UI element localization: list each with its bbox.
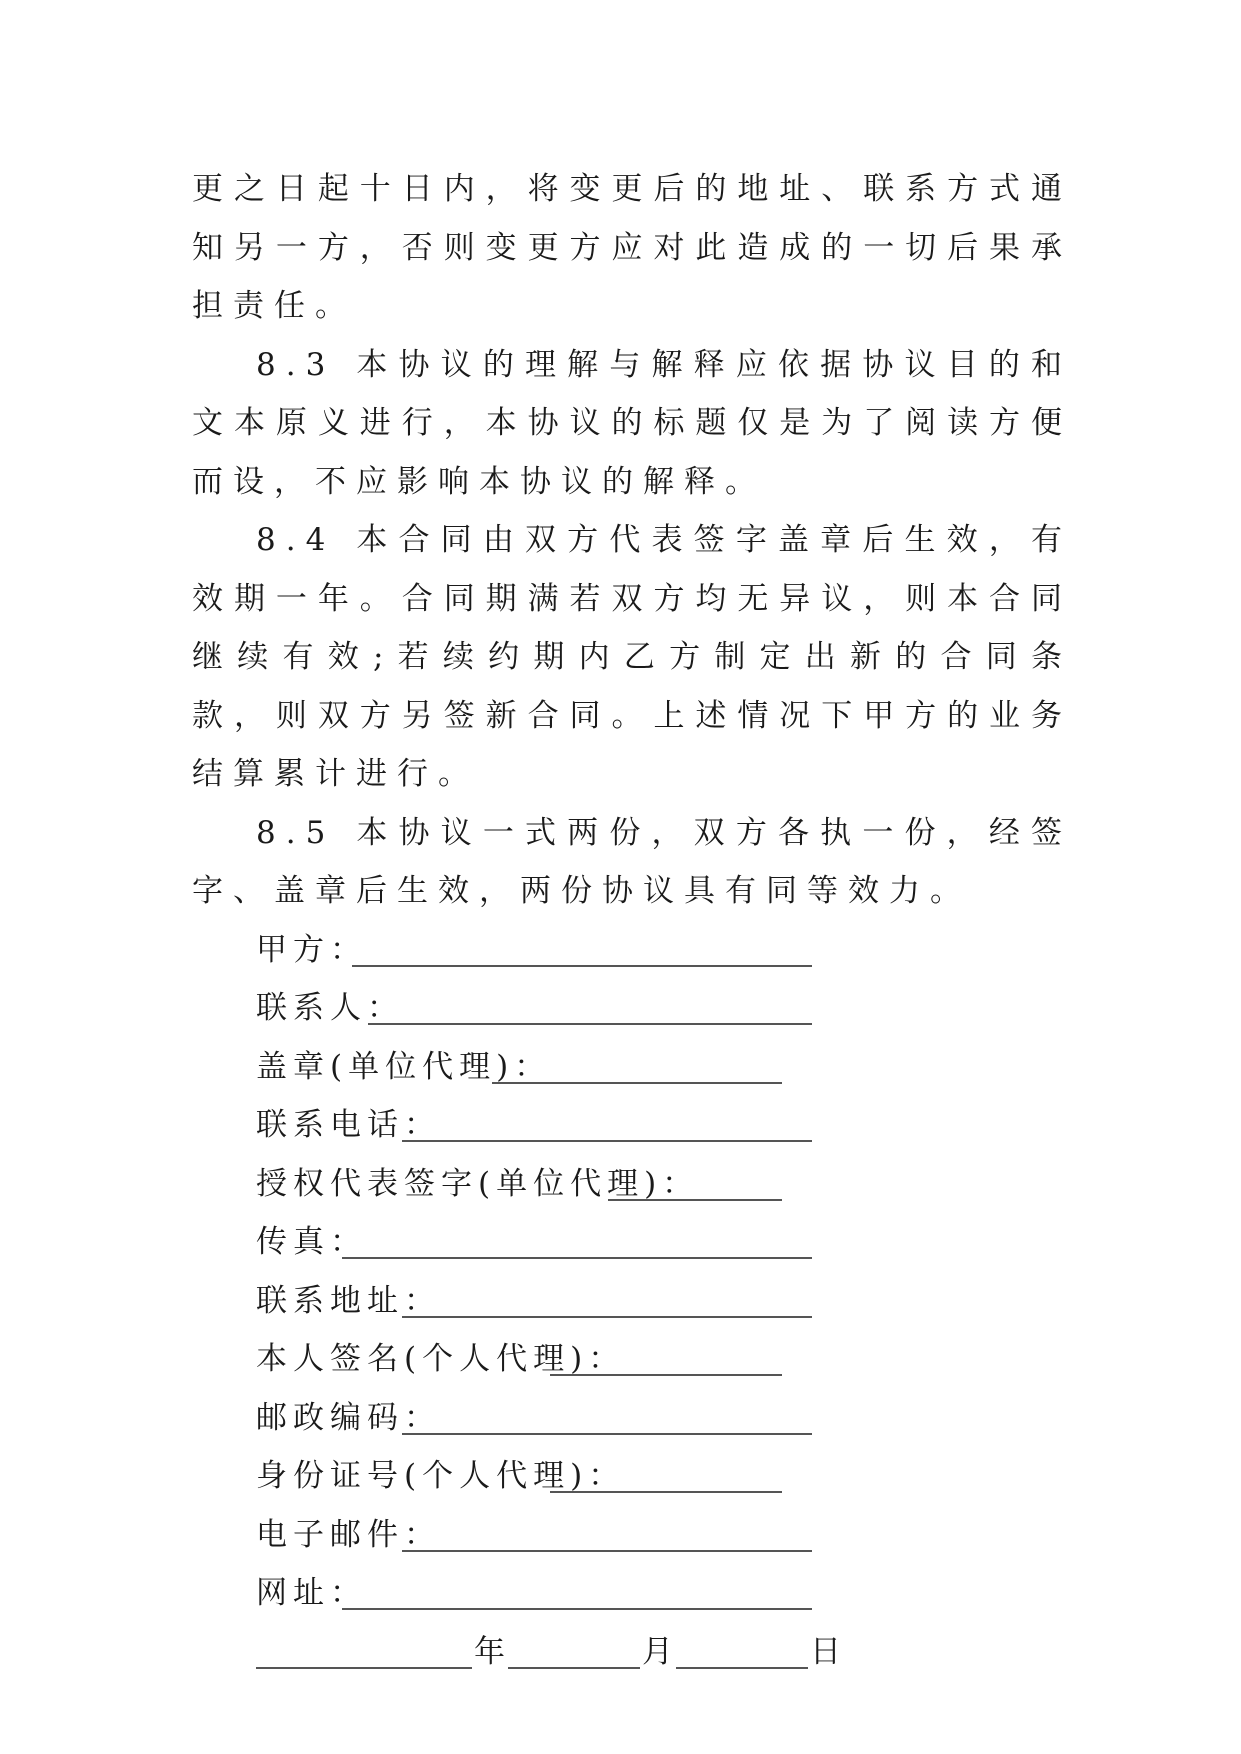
blank-line	[550, 1491, 782, 1493]
field-label: 电子邮件：	[256, 1516, 441, 1553]
field-label: 盖章(单位代理)：	[256, 1048, 552, 1085]
blank-line	[402, 1140, 812, 1142]
field-label: 联系地址：	[256, 1282, 441, 1319]
field-seal-unit	[256, 1038, 1072, 1097]
field-label: 传真：	[256, 1224, 367, 1260]
blank-line	[368, 1023, 812, 1025]
field-website	[256, 1564, 1072, 1623]
field-contact-address	[256, 1272, 1072, 1331]
blank-line	[402, 1316, 812, 1318]
field-contact-phone	[256, 1096, 1072, 1155]
field-postal-code	[256, 1389, 1072, 1448]
field-fax	[256, 1213, 1072, 1272]
field-email	[256, 1506, 1072, 1565]
month-blank	[508, 1667, 640, 1669]
paragraph-8-2-continued: 更之日起十日内，将变更后的地址、联系方式通知另一方，否则变更方应对此造成的一切后果承担责任。	[192, 171, 1072, 324]
field-label: 邮政编码：	[256, 1399, 441, 1436]
field-party-a	[256, 921, 1072, 980]
field-label: 本人签名(个人代理)：	[256, 1341, 626, 1377]
field-label: 甲方：	[256, 931, 367, 968]
blank-line	[402, 1550, 812, 1552]
blank-line	[608, 1199, 782, 1201]
day-label: 日	[810, 1633, 851, 1670]
field-contact-person	[256, 979, 1072, 1038]
field-label: 联系电话：	[256, 1107, 441, 1143]
blank-line	[342, 1257, 812, 1259]
blank-line	[492, 1082, 782, 1084]
paragraph-8-5: 8.5 本协议一式两份，双方各执一份，经签字、盖章后生效，两份协议具有同等效力。	[192, 814, 1072, 909]
paragraph-8-3: 8.3 本协议的理解与解释应依据协议目的和文本原义进行，本协议的标题仅是为了阅读方便而设，不应影响本协议的解释。	[192, 346, 1072, 500]
month-label: 月	[642, 1633, 683, 1670]
field-authorized-signature	[256, 1155, 1072, 1214]
paragraph-8-4: 8.4 本合同由双方代表签字盖章后生效，有效期一年。合同期满若双方均无异议，则本合同继续有效;若续约期内乙方制定出新的合同条款，则双方另签新合同。上述情况下甲方的业务结算累计进行。	[192, 522, 1072, 792]
document-page	[192, 160, 1072, 1681]
year-blank	[256, 1667, 472, 1669]
day-blank	[676, 1667, 808, 1669]
field-id-number	[256, 1447, 1072, 1506]
blank-line	[352, 965, 812, 967]
field-label: 联系人：	[256, 990, 404, 1026]
field-label: 授权代表签字(单位代理)：	[256, 1165, 700, 1202]
field-label: 网址：	[256, 1575, 367, 1611]
year-label: 年	[474, 1633, 515, 1670]
field-personal-signature	[256, 1330, 1072, 1389]
blank-line	[402, 1433, 812, 1435]
date-line	[256, 1623, 1072, 1682]
blank-line	[342, 1608, 812, 1610]
field-label: 身份证号(个人代理)：	[256, 1458, 626, 1494]
blank-line	[550, 1374, 782, 1376]
